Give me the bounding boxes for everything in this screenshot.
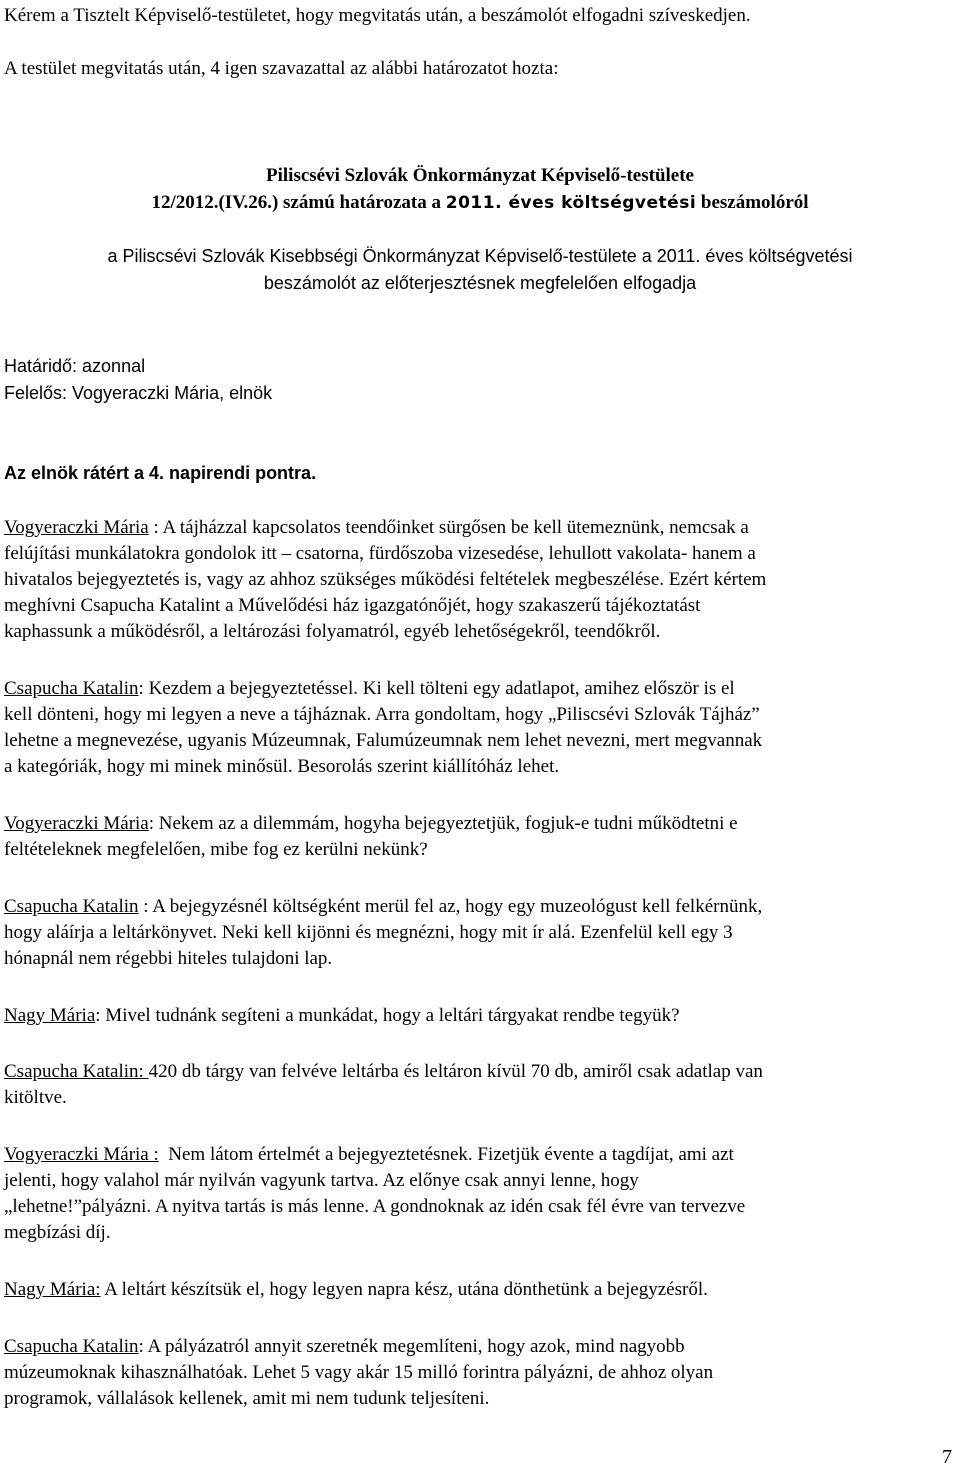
responsible: Felelős: Vogyeraczki Mária, elnök [4, 383, 273, 403]
p4-line-2: hogy aláírja a leltárkönyvet. Neki kell kijönni és megnézni, hogy mit ír alá. Ezenfelül kell egy 3 [4, 922, 733, 943]
speaker-name: Nagy Mária [4, 1005, 96, 1026]
p9-line-3: programok, vállalások kellenek, amit mi nem tudunk teljesíteni. [4, 1388, 490, 1409]
p8-line-1: Nagy Mária: A leltárt készítsük el, hogy legyen napra kész, utána dönthetünk a bejegyzésről. [4, 1279, 708, 1300]
speaker-name: Nagy Mária: [4, 1279, 101, 1300]
p6-line-1: Csapucha Katalin: 420 db tárgy van felvéve leltárba és leltáron kívül 70 db, amiről csak adatlap van [4, 1061, 763, 1082]
p5-line-1: Nagy Mária: Mivel tudnánk segíteni a munkádat, hogy a leltári tárgyakat rendbe tegyük? [4, 1005, 680, 1026]
p7-line-3: „lehetne!”pályázni. A nyitva tartás is más lenne. A gondnoknak az idén csak fél évre van tervezve [4, 1196, 746, 1217]
p4-line-1: Csapucha Katalin : A bejegyzésnél költségként merül fel az, hogy egy muzeológust kell felkérnünk, [4, 896, 763, 917]
p1-line-5: kaphassunk a működésről, a leltározási folyamatról, egyéb lehetőségekről, teendőkről. [4, 621, 661, 642]
speaker-name: Csapucha Katalin: [4, 1061, 149, 1082]
p2-line-3: lehetne a megnevezése, ugyanis Múzeumnak, Falumúzeumnak nem lehet nevezni, mert megvannak [4, 730, 763, 751]
intro-line-1: Kérem a Tisztelt Képviselő-testületet, hogy megvitatás után, a beszámolót elfogadni szíveskedjen. [4, 5, 751, 26]
p9-line-2: múzeumoknak kihasználhatóak. Lehet 5 vagy akár 15 milló forintra pályázni, de ahhoz olyan [4, 1362, 714, 1383]
speaker-name: Vogyeraczki Mária : [4, 1144, 159, 1165]
p1-line-2: felújítási munkálatokra gondolok itt – csatorna, fürdőszoba vizesedése, lehullott vakolata- hanem a [4, 543, 756, 564]
resolution-body-2: beszámolót az előterjesztésnek megfelelően elfogadja [263, 273, 697, 293]
page-number: 7 [942, 1446, 952, 1468]
agenda-heading: Az elnök rátért a 4. napirendi pontra. [4, 463, 317, 483]
deadline: Határidő: azonnal [4, 356, 146, 376]
p3-line-2: feltételeknek megfelelően, mibe fog ez kerülni nekünk? [4, 839, 428, 860]
p7-line-4: megbízási díj. [4, 1222, 111, 1243]
speaker-name: Vogyeraczki Mária [4, 517, 149, 538]
p7-line-1: Vogyeraczki Mária : Nem látom értelmét a bejegyeztetésnek. Fizetjük évente a tagdíjat, ami azt [4, 1144, 734, 1165]
p2-line-2: kell dönteni, hogy mi legyen a neve a tájháznak. Arra gondoltam, hogy „Piliscsévi Szlovák Tájház” [4, 704, 760, 725]
resolution-title: Piliscsévi Szlovák Önkormányzat Képviselő-testülete [266, 165, 694, 186]
intro-line-2: A testület megvitatás után, 4 igen szavazattal az alábbi határozatot hozta: [4, 58, 559, 79]
p6-line-2: kitöltve. [4, 1087, 67, 1108]
speaker-name: Csapucha Katalin [4, 678, 139, 699]
resolution-body-1: a Piliscsévi Szlovák Kisebbségi Önkormányzat Képviselő-testülete a 2011. éves költségvetési [107, 246, 853, 266]
p4-line-3: hónapnál nem régebbi hiteles tulajdoni lap. [4, 948, 333, 969]
p7-line-2: jelenti, hogy valahol már nyilván vagyunk tartva. Az előnye csak annyi lenne, hogy [4, 1170, 639, 1191]
speaker-name: Vogyeraczki Mária [4, 813, 149, 834]
p1-line-1: Vogyeraczki Mária : A tájházzal kapcsolatos teendőinket sürgősen be kell ütemeznünk, nemcsak a [4, 517, 749, 538]
resolution-subtitle: 12/2012.(IV.26.) számú határozata a 2011. éves költségvetési beszámolóról [151, 192, 809, 213]
p1-line-4: meghívni Csapucha Katalint a Művelődési ház igazgatónőjét, hogy szakaszerű tájékoztatást [4, 595, 701, 616]
p9-line-1: Csapucha Katalin: A pályázatról annyit szeretnék megemlíteni, hogy azok, mind nagyobb [4, 1336, 685, 1357]
speaker-name: Csapucha Katalin [4, 1336, 139, 1357]
speaker-name: Csapucha Katalin [4, 896, 139, 917]
p3-line-1: Vogyeraczki Mária: Nekem az a dilemmám, hogyha bejegyeztetjük, fogjuk-e tudni működtetni e [4, 813, 738, 834]
p2-line-1: Csapucha Katalin: Kezdem a bejegyeztetéssel. Ki kell tölteni egy adatlapot, amihez először is el [4, 678, 735, 699]
p1-line-3: hivatalos bejegyeztetés is, vagy az ahhoz szükséges működési feltételek megbeszélése. Ezért kértem [4, 569, 767, 590]
p2-line-4: a kategóriák, hogy mi minek minősül. Besorolás szerint kiállítóház lehet. [4, 756, 560, 777]
